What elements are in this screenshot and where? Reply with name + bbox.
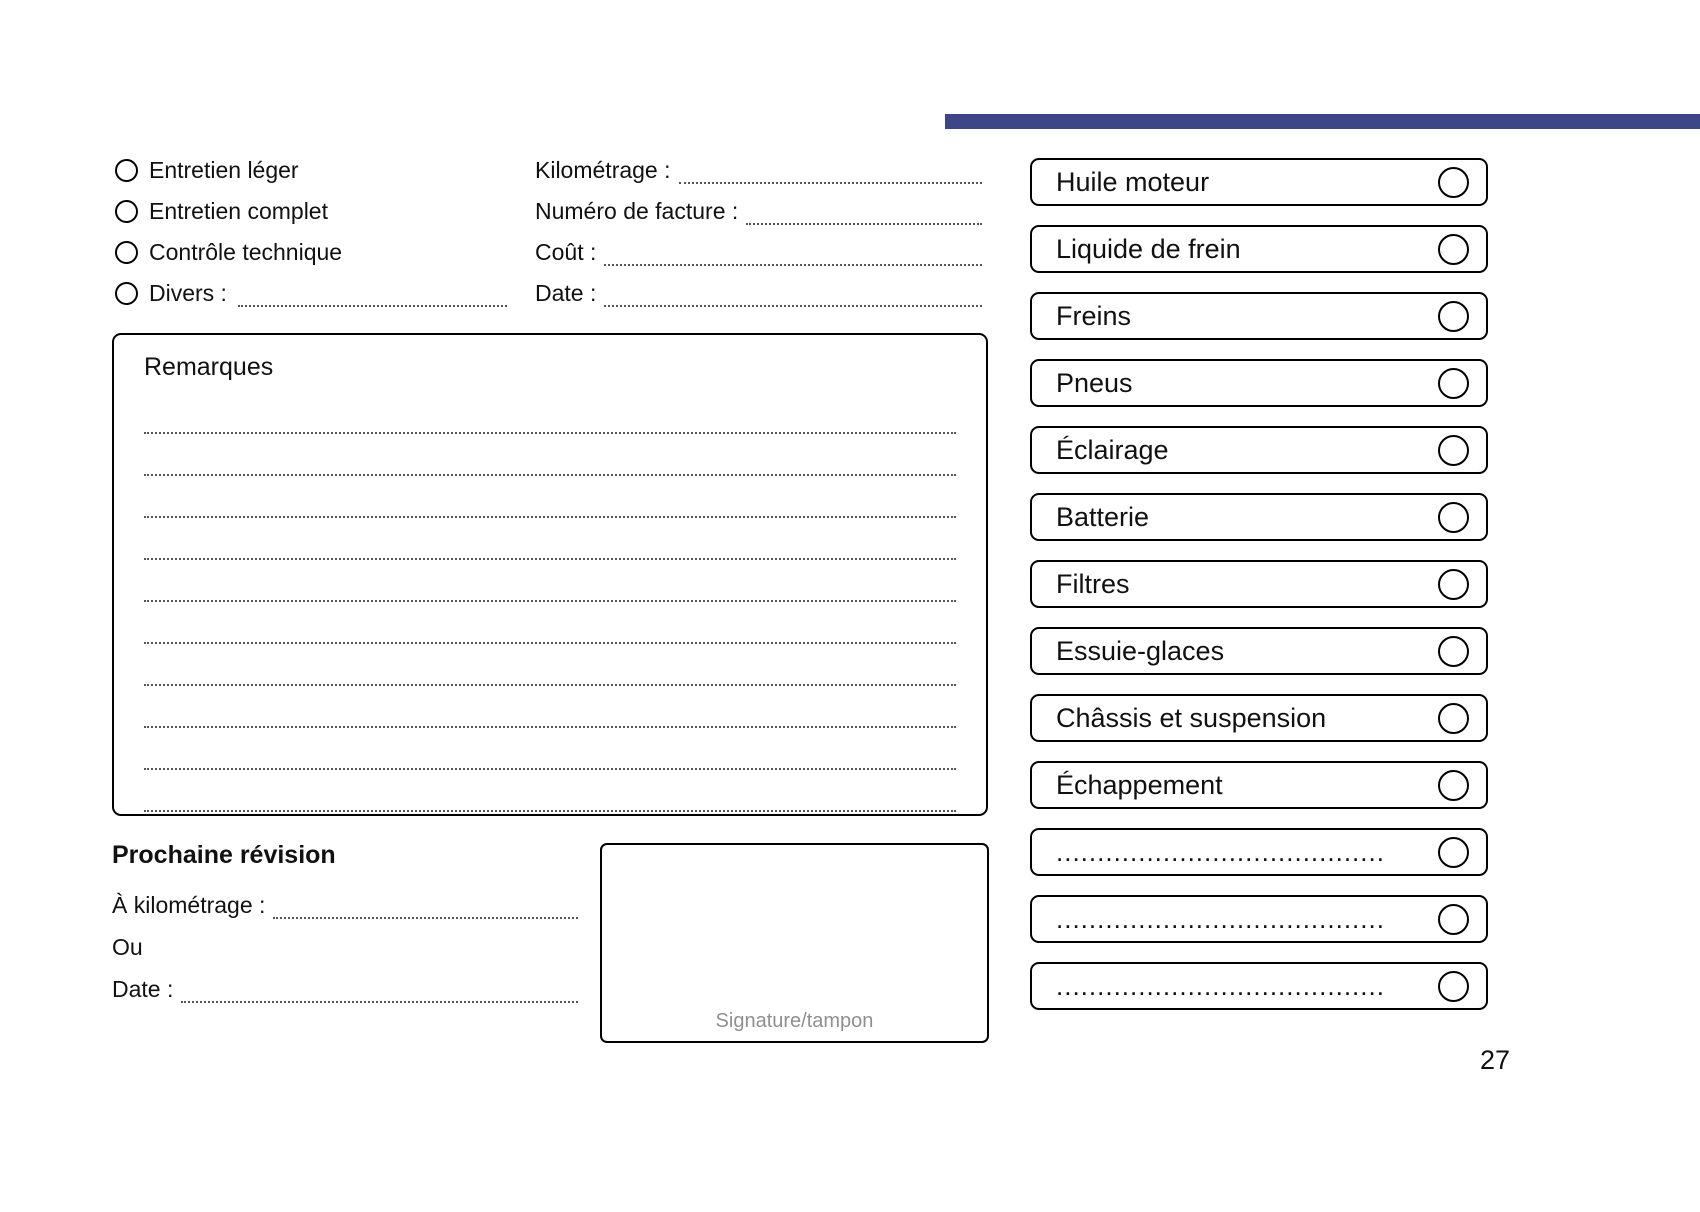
- checklist-item-label: Filtres: [1056, 568, 1130, 599]
- checklist-item-pneus: [1030, 359, 1488, 407]
- remarks-line: [144, 560, 956, 602]
- radio-divers[interactable]: [115, 282, 138, 305]
- checklist-item-label: ........................................: [1056, 836, 1385, 867]
- field-label: Coût :: [535, 239, 597, 265]
- field-label: Kilométrage :: [535, 157, 671, 183]
- checklist-item-liquide-de-frein: [1030, 225, 1488, 273]
- checklist-item-batterie: [1030, 493, 1488, 541]
- check-circle[interactable]: [1438, 770, 1469, 801]
- next-service-section: [112, 841, 578, 1010]
- service-type-group: [115, 150, 507, 314]
- radio-entretien-leger[interactable]: [115, 159, 138, 182]
- checklist-item-label: Freins: [1056, 300, 1132, 331]
- field-row-kilometrage: [535, 150, 982, 191]
- checklist-item-huile-moteur: [1030, 158, 1488, 206]
- remarks-line: [144, 392, 956, 434]
- service-type-label: Contrôle technique: [149, 239, 343, 265]
- checklist-item-label: ........................................: [1056, 903, 1385, 934]
- checklist-item-blank-2: [1030, 895, 1488, 943]
- checklist-item-label: Éclairage: [1056, 434, 1169, 465]
- check-circle[interactable]: [1438, 234, 1469, 265]
- numero-facture-fill-line: [746, 223, 982, 225]
- checklist-item-chassis-et-suspension: [1030, 694, 1488, 742]
- service-type-row-entretien-complet: [115, 191, 507, 232]
- signature-label: Signature/tampon: [715, 1010, 874, 1032]
- checklist-item-label: Batterie: [1056, 501, 1150, 532]
- remarks-title: Remarques: [144, 353, 274, 381]
- next-km-label: À kilométrage :: [112, 891, 266, 918]
- next-date-fill-line: [181, 1001, 578, 1003]
- check-circle[interactable]: [1438, 703, 1469, 734]
- checklist-item-label: ........................................: [1056, 970, 1385, 1001]
- next-service-row-ou: [112, 926, 578, 968]
- check-circle[interactable]: [1438, 435, 1469, 466]
- checklist-item-freins: [1030, 292, 1488, 340]
- check-circle[interactable]: [1438, 904, 1469, 935]
- checklist-item-label: Huile moteur: [1056, 166, 1210, 197]
- checklist-item-blank-3: [1030, 962, 1488, 1010]
- checklist-item-label: Liquide de frein: [1056, 233, 1241, 264]
- remarks-line: [144, 770, 956, 812]
- remarks-line: [144, 686, 956, 728]
- checklist-item-essuie-glaces: [1030, 627, 1488, 675]
- field-row-date: [535, 273, 982, 314]
- divers-fill-line: [238, 305, 507, 307]
- accent-bar: [945, 114, 1700, 129]
- checklist-item-label: Essuie-glaces: [1056, 635, 1225, 666]
- checklist-item-filtres: [1030, 560, 1488, 608]
- service-type-label: Entretien léger: [149, 157, 299, 183]
- kilometrage-fill-line: [679, 182, 982, 184]
- checklist-item-eclairage: [1030, 426, 1488, 474]
- service-type-row-divers: [115, 273, 507, 314]
- signature-box: [600, 843, 989, 1043]
- next-service-row-kilometrage: [112, 884, 578, 926]
- checklist-item-blank-1: [1030, 828, 1488, 876]
- checklist-item-label: Pneus: [1056, 367, 1133, 398]
- next-service-row-date: [112, 968, 578, 1010]
- radio-controle-technique[interactable]: [115, 241, 138, 264]
- remarks-line: [144, 518, 956, 560]
- check-circle[interactable]: [1438, 837, 1469, 868]
- checklist-item-label: Échappement: [1056, 769, 1223, 800]
- field-row-numero-facture: [535, 191, 982, 232]
- remarks-line: [144, 434, 956, 476]
- check-circle[interactable]: [1438, 569, 1469, 600]
- service-type-row-entretien-leger: [115, 150, 507, 191]
- next-or-label: Ou: [112, 933, 143, 960]
- check-circle[interactable]: [1438, 636, 1469, 667]
- checklist-item-label: Châssis et suspension: [1056, 702, 1327, 733]
- check-circle[interactable]: [1438, 502, 1469, 533]
- maintenance-checklist: [1030, 158, 1488, 1029]
- remarks-line: [144, 728, 956, 770]
- remarks-line: [144, 644, 956, 686]
- remarks-box: [112, 333, 988, 816]
- remarks-lines: [144, 392, 956, 812]
- page-number: 27: [1480, 1045, 1511, 1075]
- next-km-fill-line: [273, 917, 578, 919]
- cout-fill-line: [604, 264, 982, 266]
- field-row-cout: [535, 232, 982, 273]
- next-service-title: Prochaine révision: [112, 841, 336, 869]
- service-type-label: Divers :: [149, 280, 227, 306]
- service-type-row-controle-technique: [115, 232, 507, 273]
- field-label: Date :: [535, 280, 597, 306]
- checklist-item-echappement: [1030, 761, 1488, 809]
- check-circle[interactable]: [1438, 368, 1469, 399]
- remarks-line: [144, 476, 956, 518]
- check-circle[interactable]: [1438, 167, 1469, 198]
- check-circle[interactable]: [1438, 301, 1469, 332]
- radio-entretien-complet[interactable]: [115, 200, 138, 223]
- invoice-fields-group: [535, 150, 982, 314]
- remarks-line: [144, 602, 956, 644]
- check-circle[interactable]: [1438, 971, 1469, 1002]
- field-label: Numéro de facture :: [535, 198, 739, 224]
- next-date-label: Date :: [112, 975, 174, 1002]
- date-fill-line: [604, 305, 982, 307]
- service-type-label: Entretien complet: [149, 198, 328, 224]
